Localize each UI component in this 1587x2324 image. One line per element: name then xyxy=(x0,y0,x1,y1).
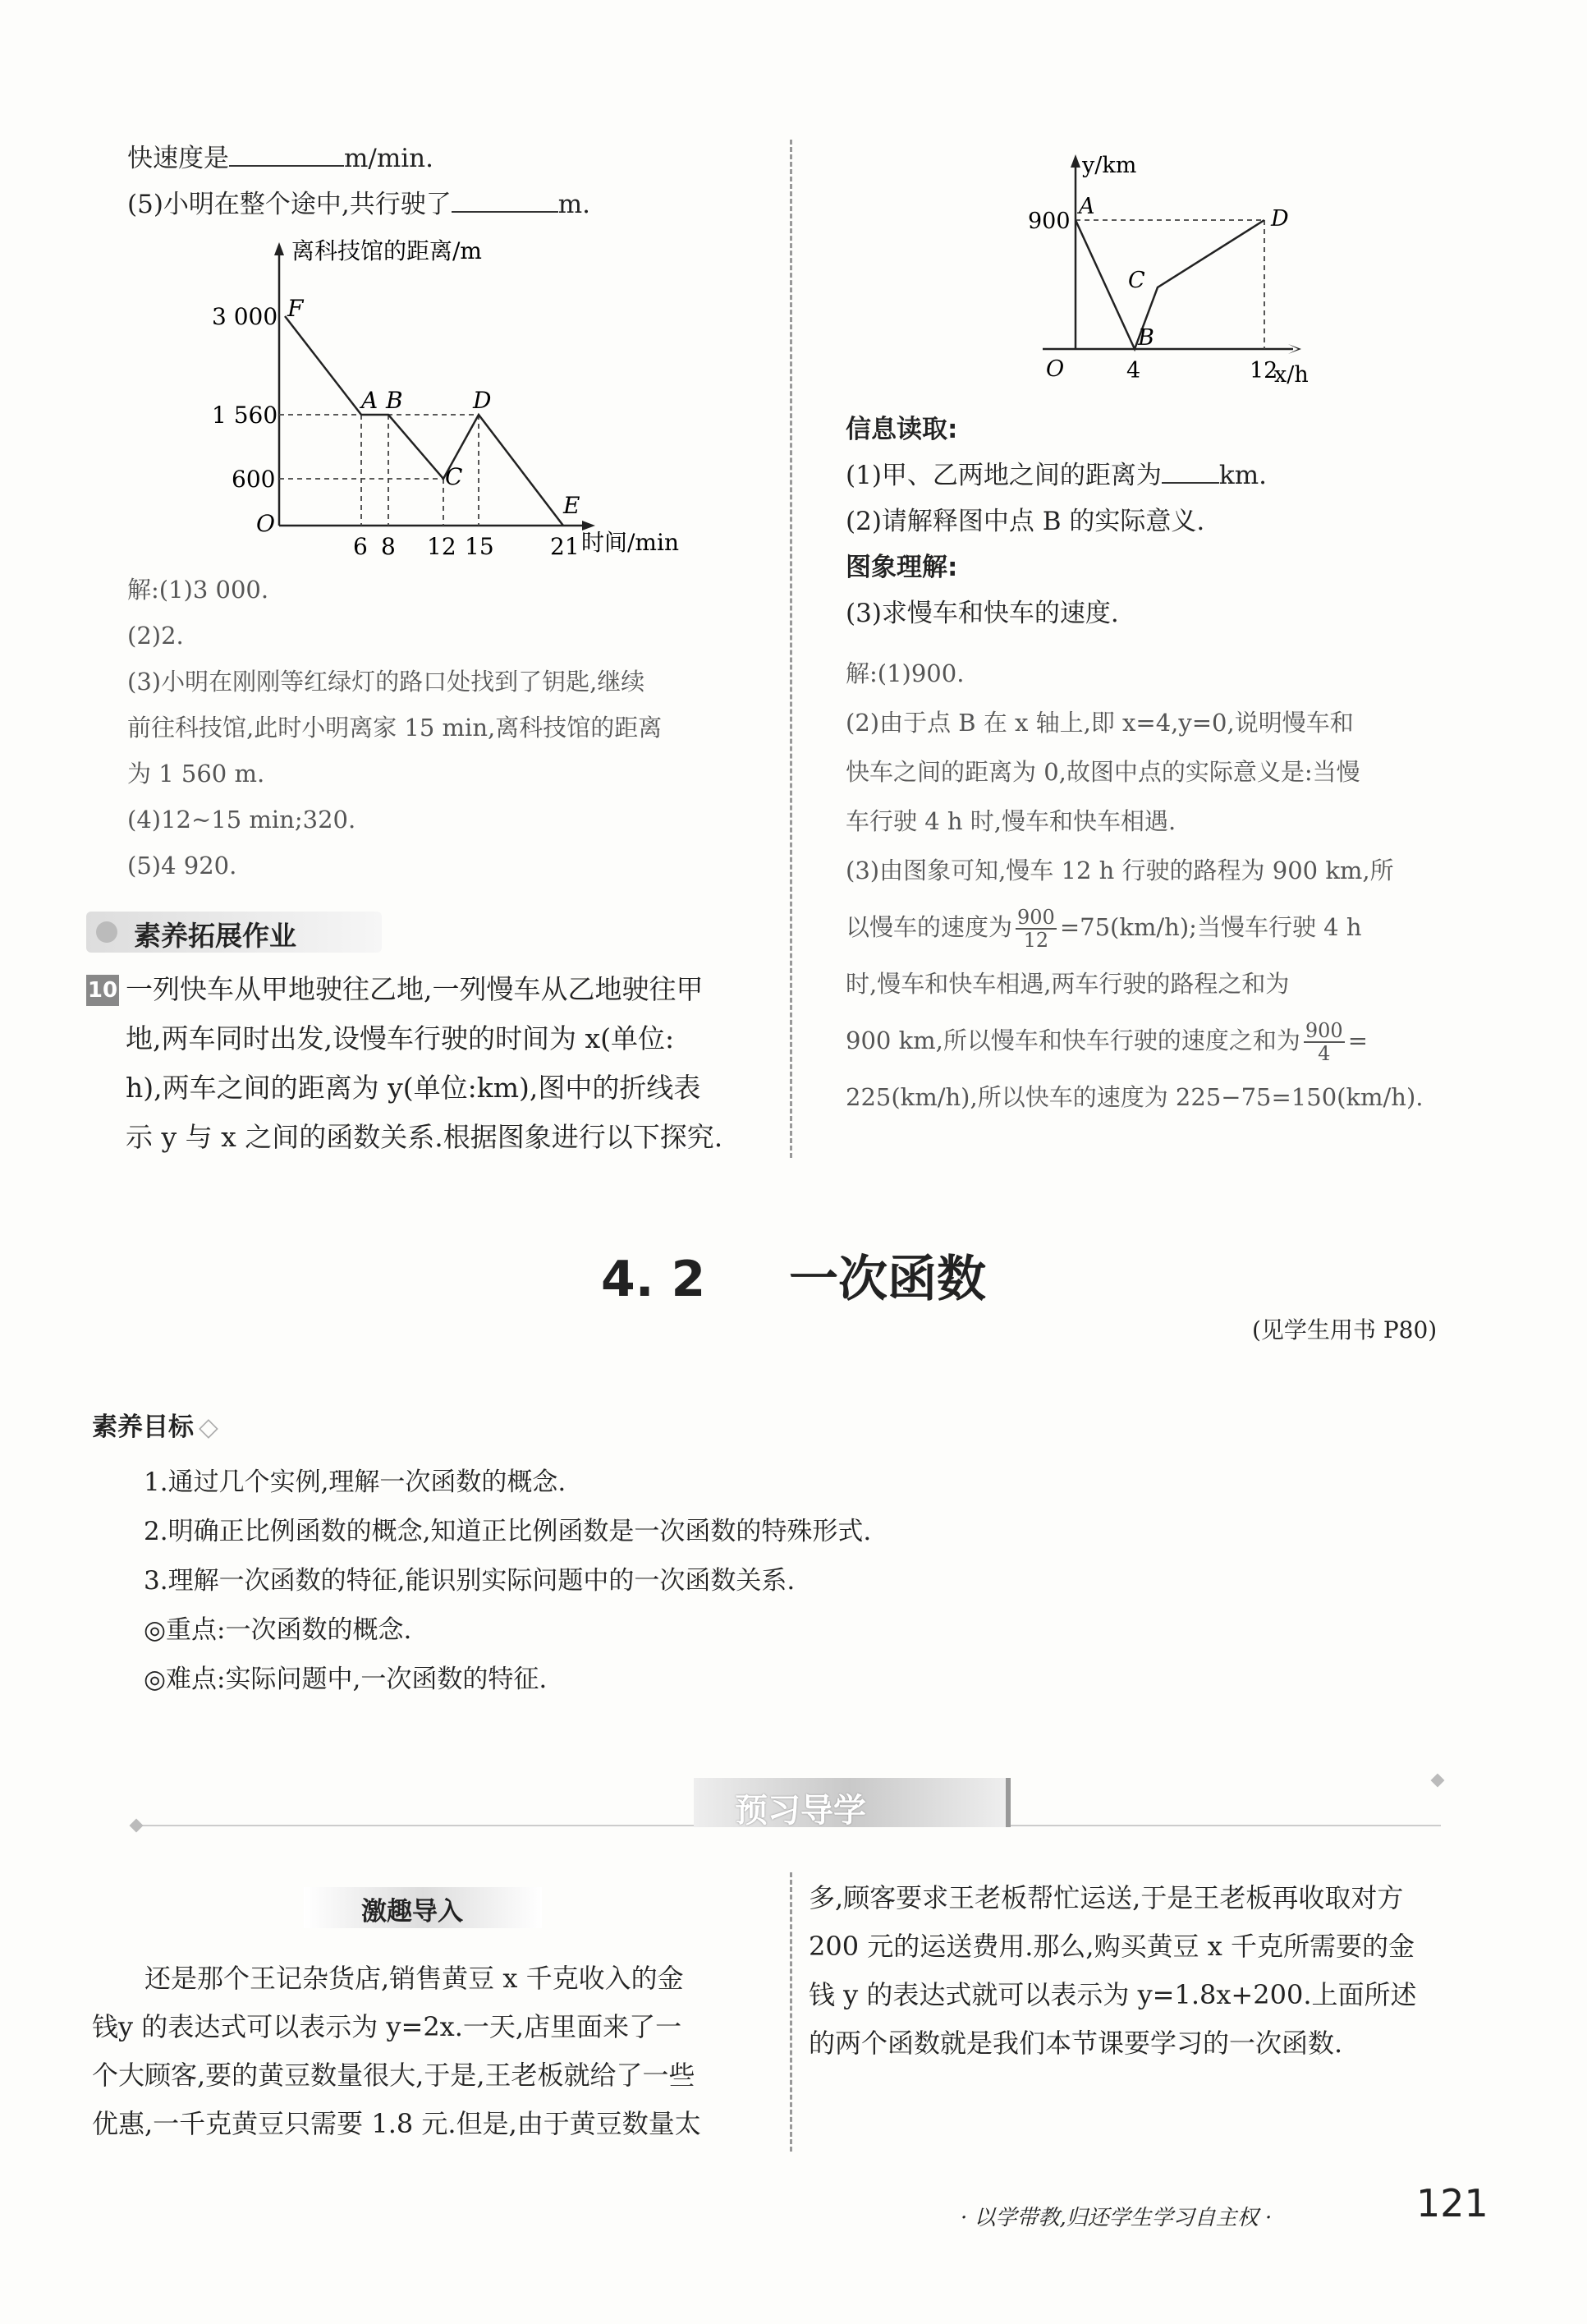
q10-line: h),两车之间的距离为 y(单位:km),图中的折线表 xyxy=(126,1072,701,1104)
graph-path xyxy=(285,316,563,526)
point-label: C xyxy=(445,463,463,490)
section-number: 4. 2 xyxy=(601,1251,706,1308)
banner-title: 预习导学 xyxy=(735,1792,866,1830)
section-header-extension xyxy=(86,912,382,953)
info-title: 信息读取: xyxy=(846,415,958,444)
fraction: $\frac{900}{4}$ xyxy=(1305,1019,1343,1065)
banner-left-dot xyxy=(130,1819,144,1833)
point-label: F xyxy=(287,295,304,322)
point-label: E xyxy=(563,492,580,519)
intro-left xyxy=(92,1954,773,2148)
intro-line: 多,顾客要求王老板帮忙运送,于是王老板再收取对方 xyxy=(809,1882,1404,1913)
graph-xlabel: x/h xyxy=(1274,362,1309,388)
goal-item: 3.理解一次函数的特征,能识别实际问题中的一次函数关系. xyxy=(144,1566,796,1596)
q5-line: (5)小明在整个途中,共行驶了 m. xyxy=(127,181,776,227)
banner-tab xyxy=(694,1778,1011,1830)
column-divider-bottom xyxy=(790,1872,792,2152)
intro-title-box xyxy=(304,1887,542,1928)
intro-line: 钱y 的表达式可以表示为 y=2x.一天,店里面来了一 xyxy=(92,2011,682,2042)
graph-ylabel: 离科技馆的距离/m xyxy=(291,237,482,264)
r-q3-line: (3)求慢车和快车的速度. xyxy=(846,599,1119,628)
intro-line: 优惠,一千克黄豆只需要 1.8 元.但是,由于黄豆数量太 xyxy=(92,2108,701,2139)
section-header-title: 素养拓展作业 xyxy=(134,920,296,952)
intro-line: 钱 y 的表达式就可以表示为 y=1.8x+200.上面所述 xyxy=(809,1979,1417,2010)
answer-line: (3)小明在刚刚等红绿灯的路口处找到了钥匙,继续 xyxy=(127,668,645,696)
goals-title: 素养目标 ◇ xyxy=(92,1412,218,1442)
understand-title: 图象理解: xyxy=(846,553,958,582)
answer-line: 解:(1)900. xyxy=(846,659,965,687)
answer-line: 以慢车的速度为 $\frac{900}{12}$ =75(km/h);当慢车行驶 4 h xyxy=(846,906,1362,952)
answer-line: 前往科技馆,此时小明离家 15 min,离科技馆的距离 xyxy=(127,714,663,742)
answer-line: 时,慢车和快车相遇,两车行驶的路程之和为 xyxy=(846,970,1290,998)
train-distance-graph xyxy=(1026,148,1338,394)
point-label: B xyxy=(386,387,403,414)
r-q1-blank[interactable] xyxy=(1162,457,1219,484)
point-label: C xyxy=(1128,268,1145,293)
intro-line: 个大顾客,要的黄豆数量很大,于是,王老板就给了一些 xyxy=(92,2060,695,2091)
answer-line: 900 km,所以慢车和快车行驶的速度之和为 $\frac{900}{4}$ = xyxy=(846,1019,1368,1065)
graph-path xyxy=(1076,220,1264,349)
intro-title: 激趣导入 xyxy=(361,1897,463,1927)
r-q1-line: (1)甲、乙两地之间的距离为 km. xyxy=(846,452,1494,498)
q4-line: 快速度是 m/min. xyxy=(127,135,776,181)
graph-ylabel: y/km xyxy=(1082,153,1137,178)
footer-motto: · 以学带教,归还学生学习自主权 · xyxy=(961,2206,1273,2230)
intro-line: 200 元的运送费用.那么,购买黄豆 x 千克所需要的金 xyxy=(809,1931,1415,1962)
intro-line: 还是那个王记杂货店,销售黄豆 x 千克收入的金 xyxy=(144,1963,684,1994)
answer-line: (4)12~15 min;320. xyxy=(127,806,356,834)
q10-line: 示 y 与 x 之间的函数关系.根据图象进行以下探究. xyxy=(126,1121,723,1153)
answer-line: 解:(1)3 000. xyxy=(127,576,269,604)
page-number: 121 xyxy=(1416,2181,1488,2225)
y-tick: 1 560 xyxy=(212,402,278,429)
left-column xyxy=(127,135,776,227)
x-tick: 12 xyxy=(427,533,456,560)
q5-blank[interactable] xyxy=(452,186,558,213)
y-tick: 600 xyxy=(232,466,276,493)
q4-blank[interactable] xyxy=(229,140,344,167)
right-answers xyxy=(846,649,1494,1122)
point-label: B xyxy=(1138,325,1154,351)
section-header-icon xyxy=(96,921,117,943)
x-tick: 12 xyxy=(1250,358,1278,384)
difficulty-point: ◎难点:实际问题中,一次函数的特征. xyxy=(144,1665,548,1694)
answer-line: 车行驶 4 h 时,慢车和快车相遇. xyxy=(846,807,1176,835)
fraction: $\frac{900}{12}$ xyxy=(1017,906,1055,952)
graph-origin: O xyxy=(256,510,275,537)
answer-line: 为 1 560 m. xyxy=(127,760,265,788)
answer-line: 225(km/h),所以快车的速度为 225−75=150(km/h). xyxy=(846,1083,1424,1111)
x-tick: 15 xyxy=(465,533,494,560)
answer-line: (5)4 920. xyxy=(127,852,237,880)
diamond-icon: ◇ xyxy=(199,1412,218,1442)
banner-right-dot xyxy=(1431,1774,1445,1788)
point-label: D xyxy=(473,387,492,414)
intro-right xyxy=(809,1874,1490,2068)
q10-number: 10 xyxy=(86,975,119,1006)
x-tick: 8 xyxy=(381,533,396,560)
column-divider-top xyxy=(790,140,792,1158)
section-heading: 一次函数 xyxy=(788,1251,986,1308)
goals-list xyxy=(144,1458,1457,1704)
right-column xyxy=(846,406,1494,636)
answer-line: (2)2. xyxy=(127,622,184,650)
r-q2-line: (2)请解释图中点 B 的实际意义. xyxy=(846,507,1205,536)
q10-line: 地,两车同时出发,设慢车行驶的时间为 x(单位: xyxy=(126,1022,675,1054)
y-tick: 900 xyxy=(1028,209,1071,234)
key-point: ◎重点:一次函数的概念. xyxy=(144,1615,412,1645)
answer-line: (3)由图象可知,慢车 12 h 行驶的路程为 900 km,所 xyxy=(846,857,1394,884)
section-ref: (见学生用书 P80) xyxy=(1252,1316,1438,1343)
graph-y-arrow xyxy=(274,242,284,255)
point-label: D xyxy=(1271,206,1289,232)
point-label: A xyxy=(361,387,378,414)
graph-origin: O xyxy=(1046,356,1065,382)
intro-line: 的两个函数就是我们本节课要学习的一次函数. xyxy=(809,2028,1343,2059)
graph-y-arrow xyxy=(1071,154,1080,168)
goal-item: 2.明确正比例函数的概念,知道正比例函数是一次函数的特殊形式. xyxy=(144,1517,872,1546)
answer-line: 快车之间的距离为 0,故图中点的实际意义是:当慢 xyxy=(846,758,1360,786)
point-label: A xyxy=(1079,194,1095,219)
q10-block xyxy=(86,965,776,1162)
left-answers xyxy=(127,567,776,889)
x-tick: 4 xyxy=(1126,358,1141,384)
distance-time-graph xyxy=(181,234,706,563)
goal-item: 1.通过几个实例,理解一次函数的概念. xyxy=(144,1467,566,1497)
graph-guides xyxy=(1076,220,1264,349)
graph-xlabel: 时间/min xyxy=(581,529,679,556)
section-title xyxy=(0,1240,1587,1311)
x-tick: 6 xyxy=(353,533,368,560)
q10-line: 一列快车从甲地驶往乙地,一列慢车从乙地驶往甲 xyxy=(126,973,704,1005)
y-tick: 3 000 xyxy=(212,303,278,330)
x-tick: 21 xyxy=(550,533,580,560)
answer-line: (2)由于点 B 在 x 轴上,即 x=4,y=0,说明慢车和 xyxy=(846,709,1354,737)
